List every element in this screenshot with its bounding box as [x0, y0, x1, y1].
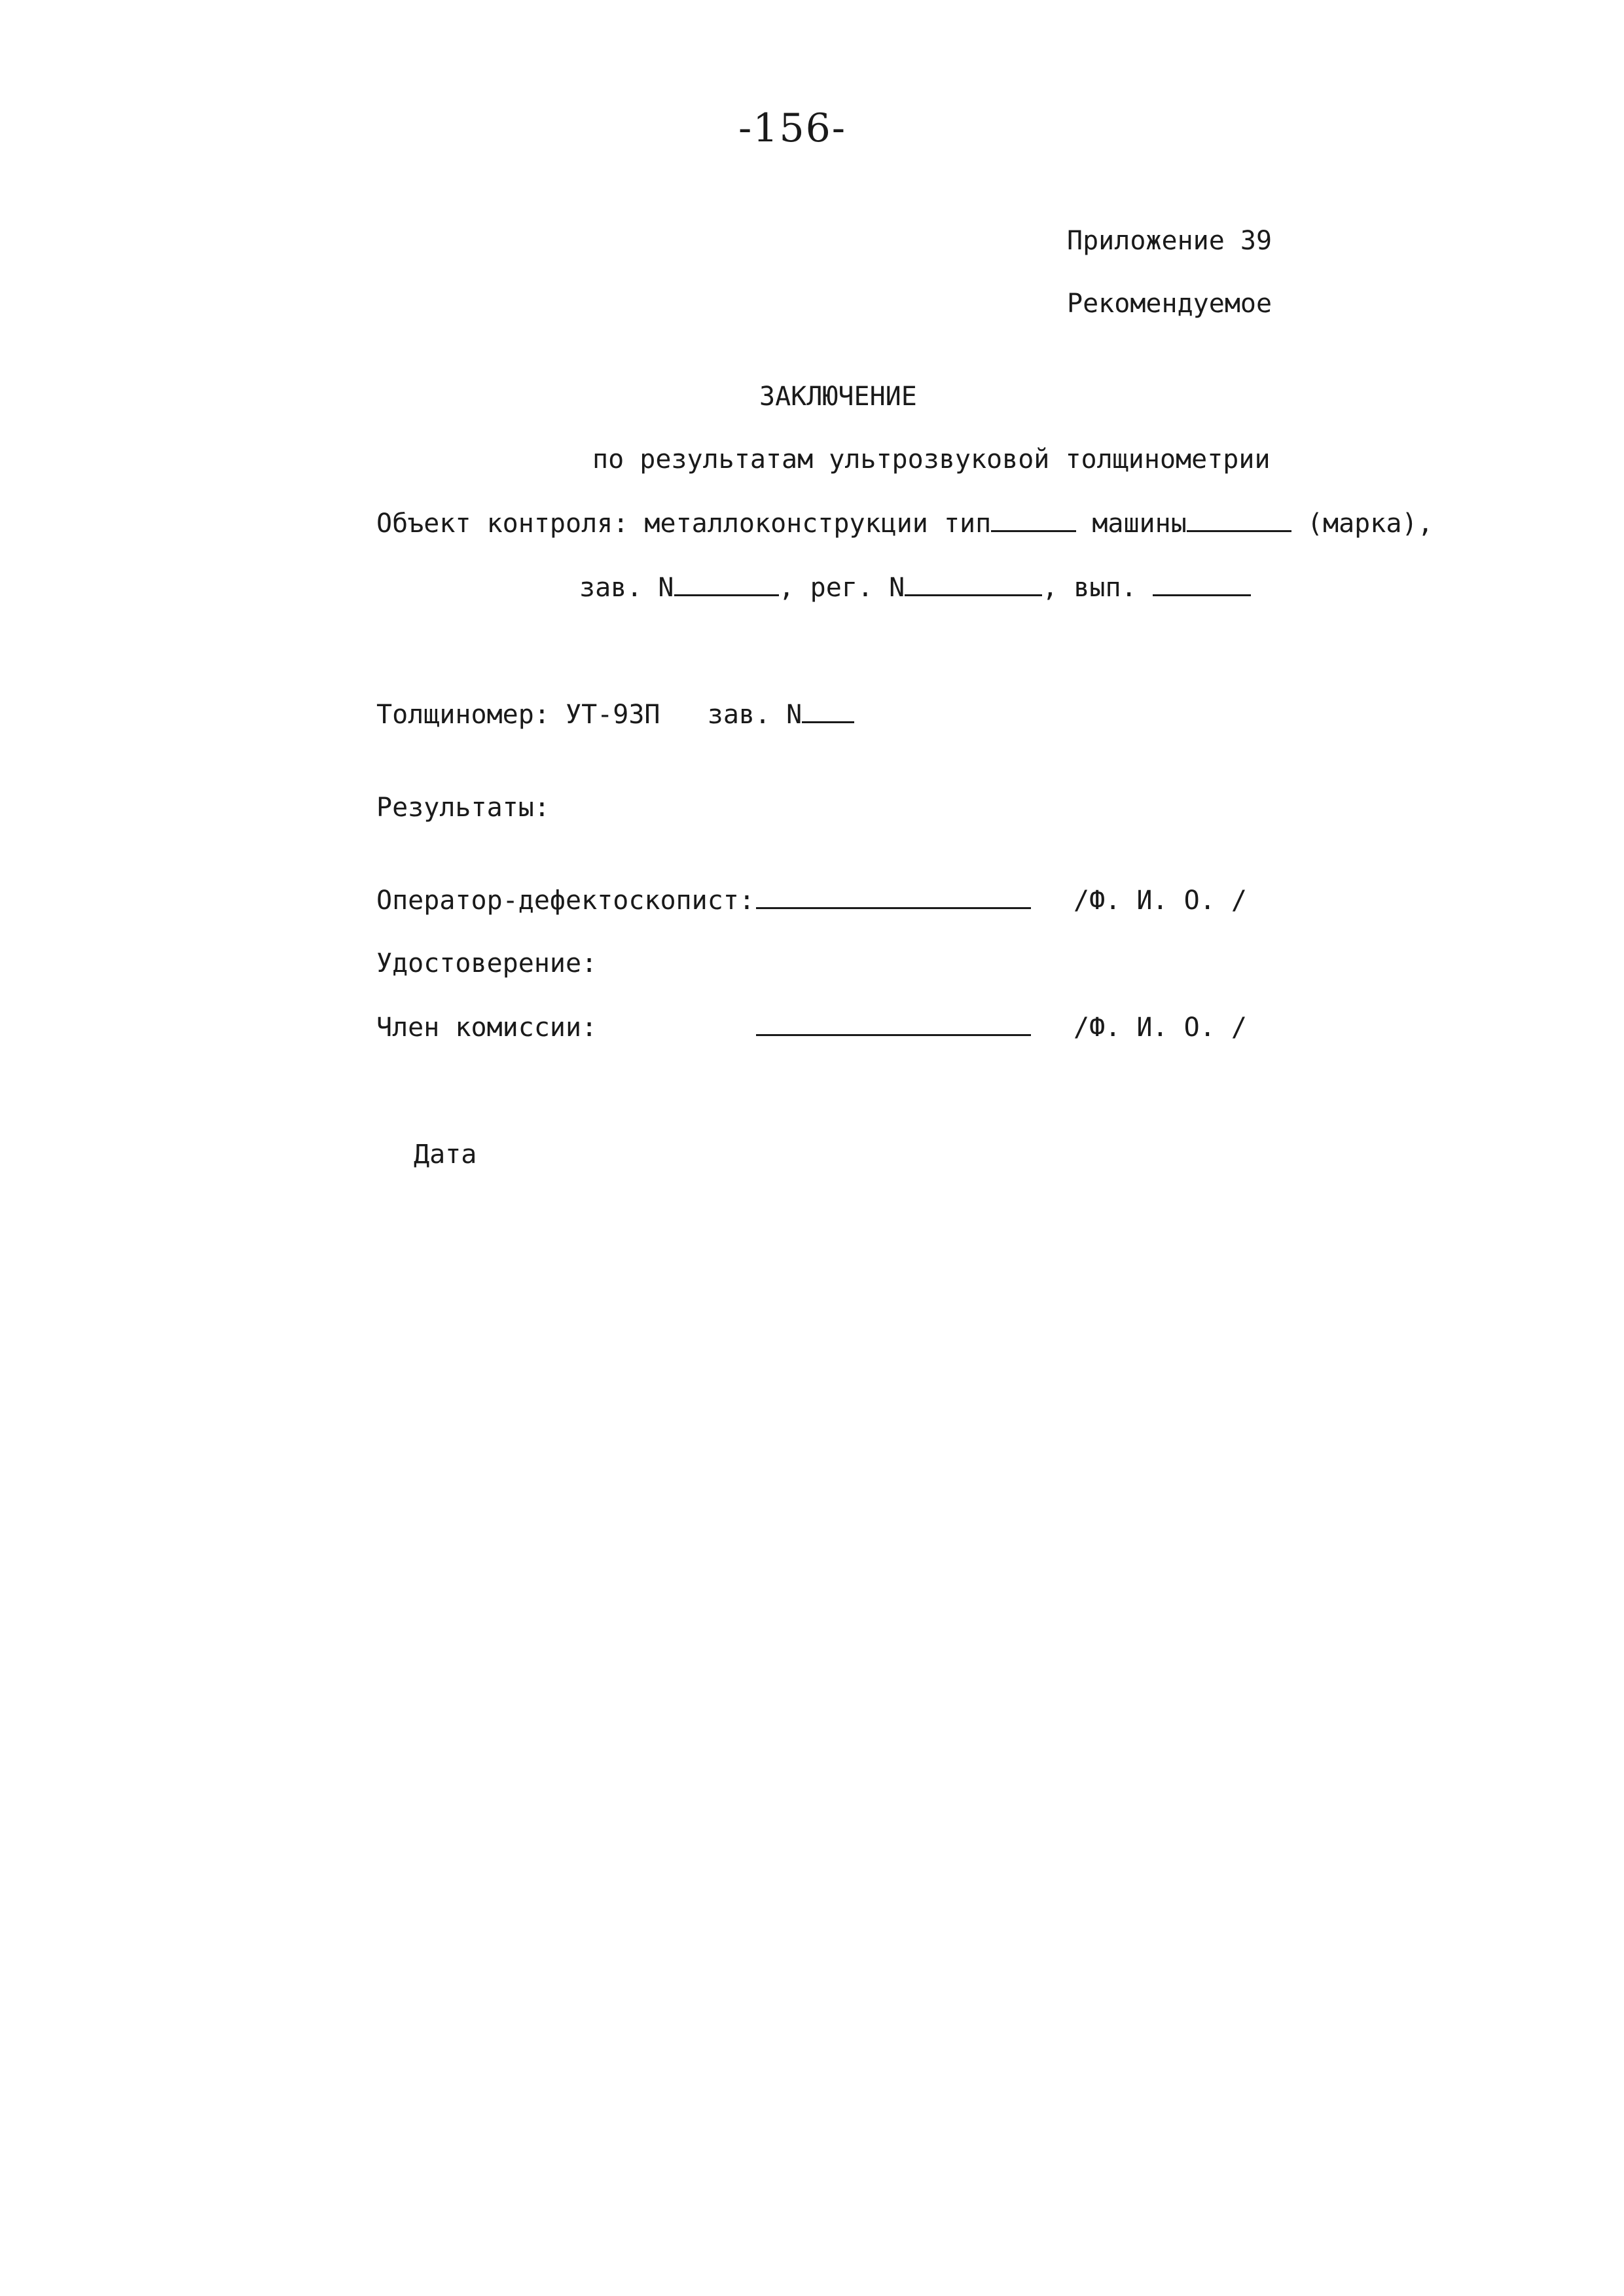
gauge-zav-text: зав. N [707, 700, 803, 730]
object-label: Объект контроля: [376, 509, 629, 539]
appendix-label: Приложение 39 [1067, 226, 1272, 256]
gauge-model: УТ-93П [566, 700, 660, 730]
results-label: Результаты: [376, 793, 550, 823]
gauge-zav-blank [802, 699, 854, 723]
operator-fio: /Ф. И. О. / [1074, 886, 1247, 916]
gauge-label: Толщиномер: [376, 700, 550, 730]
object-metal-text: металлоконструкции тип [644, 509, 992, 539]
page-number: -156- [738, 105, 847, 151]
appendix-status: Рекомендуемое [1067, 289, 1272, 319]
zav-text: зав. N [579, 573, 674, 603]
date-label: Дата [414, 1139, 477, 1170]
document-subtitle: по результатам ультрозвуковой толщинометрии [592, 444, 1271, 475]
certificate-label: Удостоверение: [376, 948, 598, 978]
machine-blank [1187, 508, 1291, 532]
reg-blank [905, 572, 1042, 596]
vyp-text: , вып. [1042, 573, 1137, 603]
commission-fio: /Ф. И. О. / [1074, 1013, 1247, 1043]
thickness-gauge-line [376, 699, 854, 730]
reg-text: , рег. N [778, 573, 905, 603]
commission-signature-blank [756, 1012, 1031, 1036]
object-brand-text: (марка), [1307, 509, 1434, 539]
operator-signature-line [756, 885, 1031, 916]
object-line [376, 508, 1434, 539]
serial-line [579, 572, 1251, 603]
commission-label: Член комиссии: [376, 1013, 598, 1043]
type-blank [991, 508, 1076, 532]
commission-signature-line [756, 1012, 1031, 1043]
object-machine-text: машины [1092, 509, 1187, 539]
document-title: ЗАКЛЮЧЕНИЕ [759, 382, 917, 412]
vyp-blank [1153, 572, 1251, 596]
operator-label: Оператор-дефектоскопист: [376, 886, 755, 916]
zav-blank [674, 572, 779, 596]
operator-signature-blank [756, 885, 1031, 909]
